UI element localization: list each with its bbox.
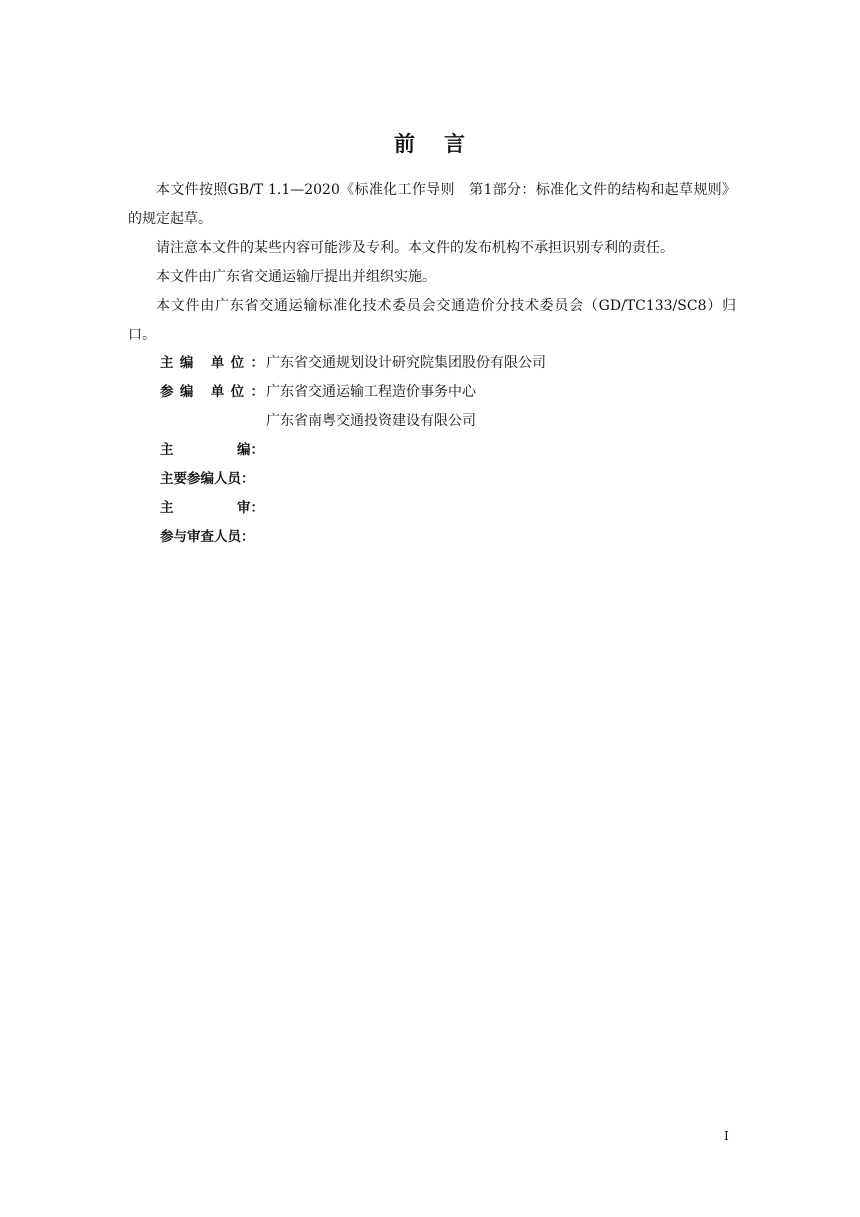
credit-label-chief-editor: 主 编： (160, 442, 264, 458)
credit-chief-reviewer (160, 494, 740, 523)
credit-label-chief-editor-unit: 主 编 单 位 ： (160, 355, 264, 371)
foreword-body (128, 176, 736, 350)
paragraph-drafting-rules: 本文件按照GB/T 1.1—2020《标准化工作导则 第1部分：标准化文件的结构和起草规则》的规定起草。 (128, 182, 736, 227)
page-title (0, 129, 860, 159)
title-char-2: 言 (444, 132, 466, 156)
credits-section (160, 349, 740, 552)
credit-chief-editor-unit (160, 349, 740, 378)
title-char-1: 前 (394, 132, 416, 156)
credit-reviewers (160, 523, 740, 552)
paragraph-centralized-unit: 本文件由广东省交通运输标准化技术委员会交通造价分技术委员会（GD/TC133/SC8）归口。 (128, 298, 736, 343)
page-number: I (724, 1129, 729, 1143)
credit-chief-editor (160, 436, 740, 465)
credit-label-main-participants: 主要参编人员： (160, 471, 255, 487)
credit-value-chief-editor-unit: 广东省交通规划设计研究院集团股份有限公司 (266, 355, 546, 371)
paragraph-proposer: 本文件由广东省交通运输厅提出并组织实施。 (156, 269, 436, 285)
credit-label-reviewers: 参与审查人员： (160, 529, 255, 545)
paragraph-patent-notice: 请注意本文件的某些内容可能涉及专利。本文件的发布机构不承担识别专利的责任。 (156, 240, 674, 256)
credit-value-participating-unit-1: 广东省交通运输工程造价事务中心 (266, 384, 476, 400)
credit-label-participating-units: 参 编 单 位 ： (160, 384, 264, 400)
credit-label-chief-reviewer: 主 审： (160, 500, 264, 516)
credit-value-participating-unit-2: 广东省南粤交通投资建设有限公司 (266, 413, 476, 429)
credit-participating-units (160, 378, 740, 407)
credit-main-participants (160, 465, 740, 494)
credit-participating-units-continued (160, 407, 740, 436)
